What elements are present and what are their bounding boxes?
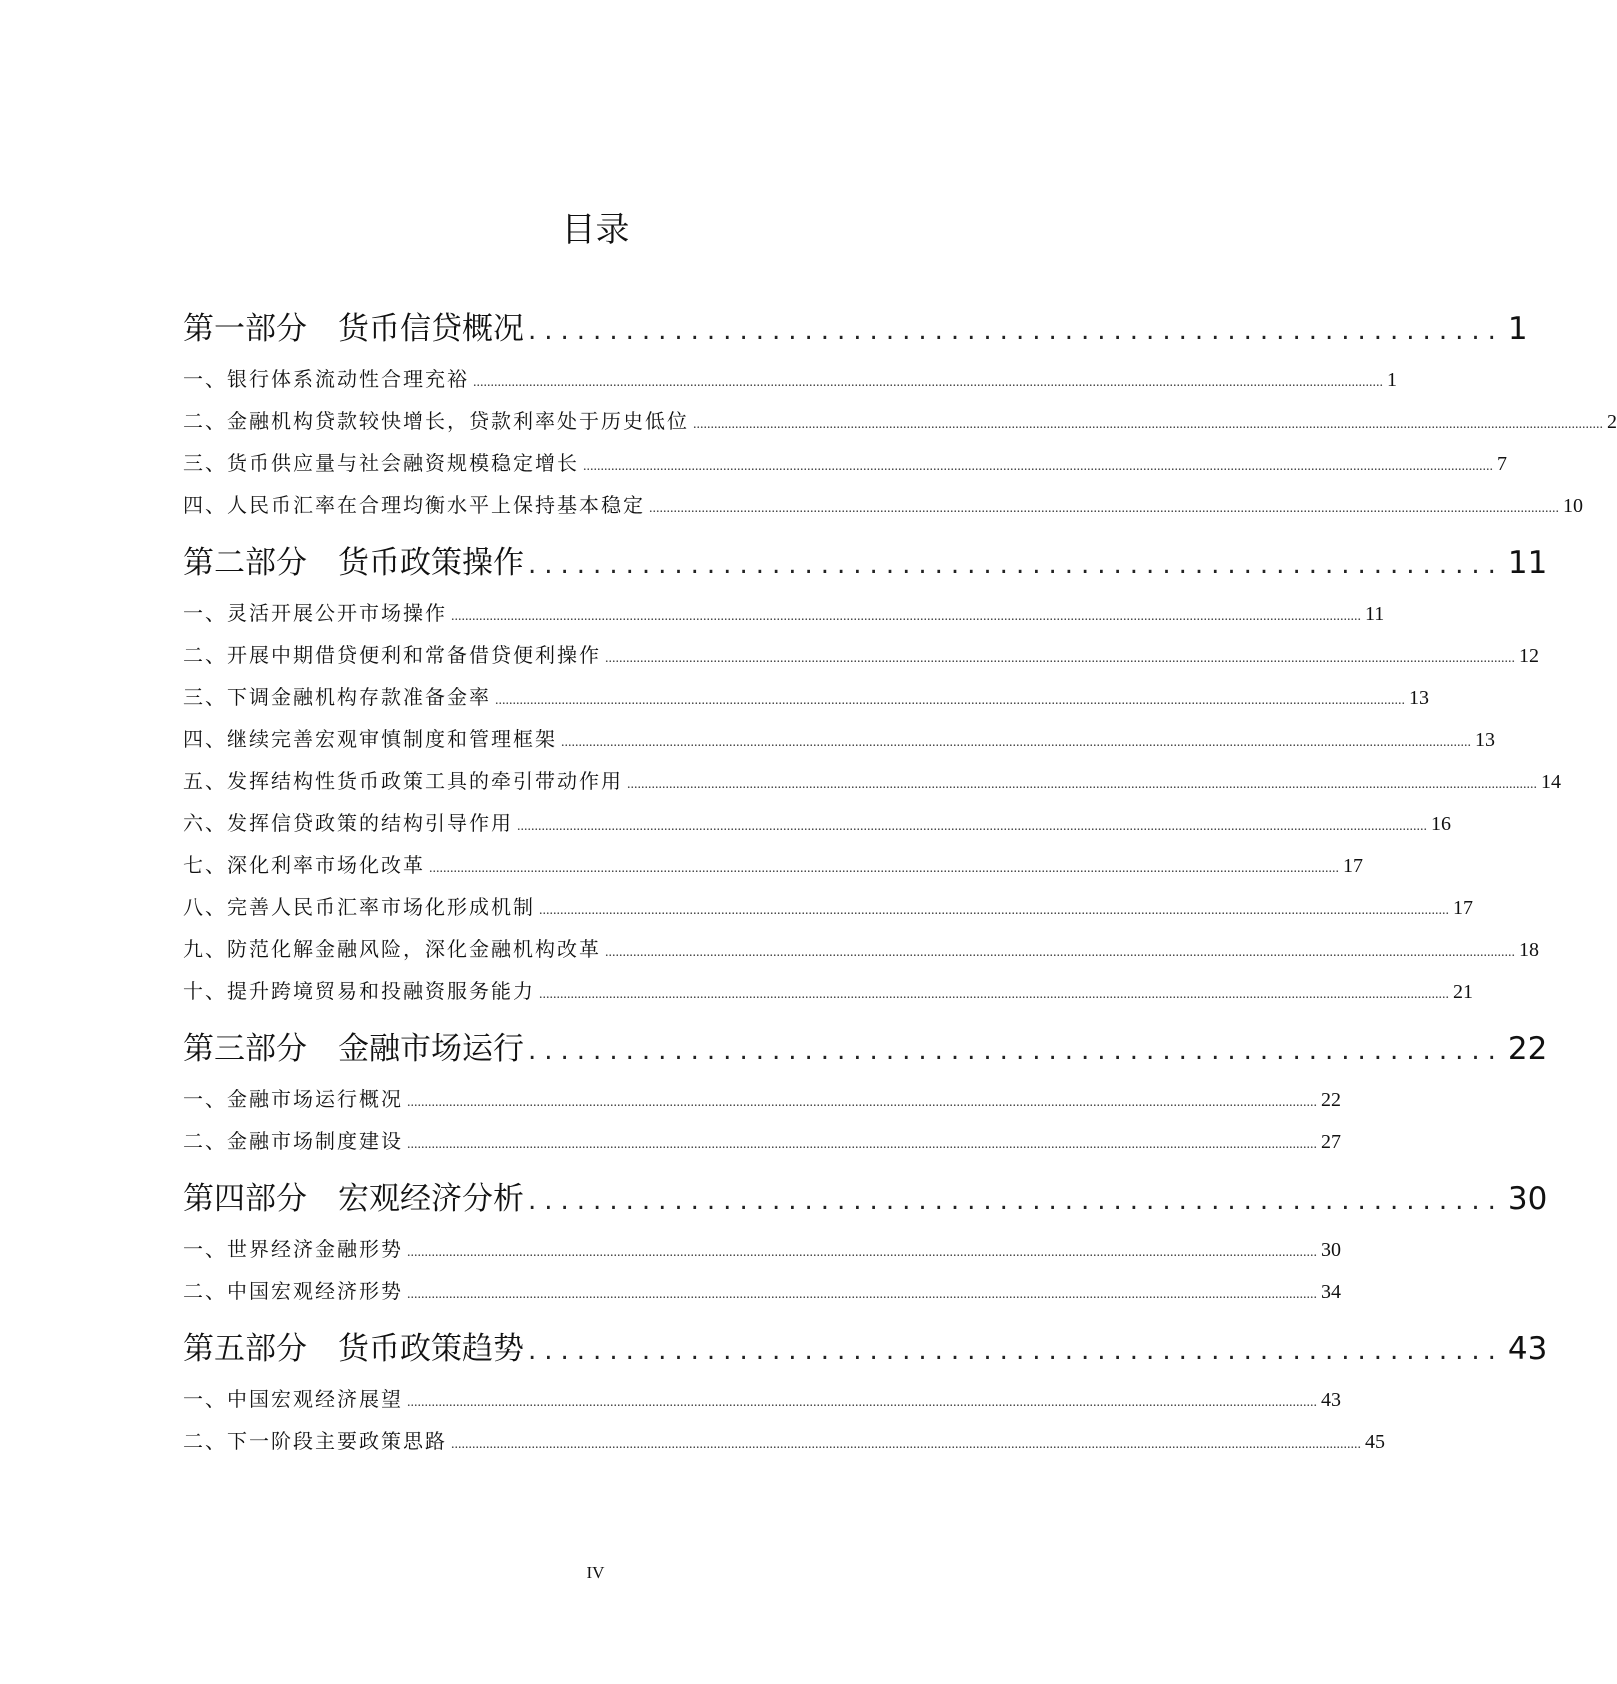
toc-part-entry[interactable] <box>183 534 1548 592</box>
toc-page-number: 21 <box>1453 981 1473 1003</box>
toc-section-title: 四、人民币汇率在合理均衡水平上保持基本稳定 <box>183 493 645 517</box>
dot-leader: .................................................................................................................................................................................................................................................................... <box>429 861 1339 876</box>
toc-section-entry[interactable] <box>183 358 1397 400</box>
toc-part-entry[interactable] <box>183 1020 1548 1078</box>
toc-section-title: 二、开展中期借贷便利和常备借贷便利操作 <box>183 643 601 667</box>
toc-section-entry[interactable] <box>183 802 1451 844</box>
dot-leader: .................................................................................................................................................................................................................................................................... <box>605 945 1515 960</box>
toc-section-entry[interactable] <box>183 1120 1341 1162</box>
dot-leader: ............................................................ <box>528 550 1504 580</box>
toc-section-title: 一、中国宏观经济展望 <box>183 1387 403 1411</box>
toc-section-title: 二、下一阶段主要政策思路 <box>183 1429 447 1453</box>
toc-page-number: 18 <box>1519 939 1539 961</box>
toc-part-entry[interactable] <box>183 300 1528 358</box>
toc-section-title: 一、世界经济金融形势 <box>183 1237 403 1261</box>
dot-leader: .................................................................................................................................................................................................................................................................... <box>451 609 1361 624</box>
dot-leader: .................................................................................................................................................................................................................................................................... <box>451 1437 1361 1452</box>
toc-section-entry[interactable] <box>183 484 1583 526</box>
toc-section-title: 五、发挥结构性货币政策工具的牵引带动作用 <box>183 769 623 793</box>
dot-leader: .................................................................................................................................................................................................................................................................... <box>407 1287 1317 1302</box>
toc-section-title: 七、深化利率市场化改革 <box>183 853 425 877</box>
toc-section-entry[interactable] <box>183 592 1385 634</box>
dot-leader: .................................................................................................................................................................................................................................................................... <box>495 693 1405 708</box>
toc-section-entry[interactable] <box>183 442 1507 484</box>
toc-page-number: 11 <box>1507 545 1548 581</box>
toc-section-entry[interactable] <box>183 844 1363 886</box>
page-number: IV <box>586 1563 605 1582</box>
toc-section-entry[interactable] <box>183 1078 1341 1120</box>
toc-page-number: 1 <box>1387 369 1397 391</box>
dot-leader: .................................................................................................................................................................................................................................................................... <box>407 1245 1317 1260</box>
dot-leader: .................................................................................................................................................................................................................................................................... <box>407 1095 1317 1110</box>
toc-page-number: 14 <box>1541 771 1561 793</box>
toc-page-number: 43 <box>1321 1389 1341 1411</box>
toc-section-entry[interactable] <box>183 886 1473 928</box>
dot-leader: ............................................................ <box>528 1036 1504 1066</box>
toc-section-entry[interactable] <box>183 718 1495 760</box>
toc-section-entry[interactable] <box>183 1270 1341 1312</box>
toc-page-number: 30 <box>1507 1181 1548 1217</box>
toc-page-number: 7 <box>1497 453 1507 475</box>
toc-section-title: 二、金融市场制度建设 <box>183 1129 403 1153</box>
toc-section-title: 二、金融机构贷款较快增长，贷款利率处于历史低位 <box>183 409 689 433</box>
toc-page-number: 45 <box>1365 1431 1385 1453</box>
toc-section-entry[interactable] <box>183 400 1617 442</box>
dot-leader: .................................................................................................................................................................................................................................................................... <box>407 1395 1317 1410</box>
toc-section-title: 四、继续完善宏观审慎制度和管理框架 <box>183 727 557 751</box>
toc-section-entry[interactable] <box>183 1228 1341 1270</box>
toc-section-title: 二、中国宏观经济形势 <box>183 1279 403 1303</box>
dot-leader: ............................................................ <box>528 1336 1504 1366</box>
toc-section-title: 一、灵活开展公开市场操作 <box>183 601 447 625</box>
table-of-contents <box>183 300 1617 1462</box>
toc-page-number: 22 <box>1507 1031 1548 1067</box>
toc-section-entry[interactable] <box>183 1420 1385 1462</box>
dot-leader: .................................................................................................................................................................................................................................................................... <box>539 987 1449 1002</box>
dot-leader: .................................................................................................................................................................................................................................................................... <box>605 651 1515 666</box>
toc-section-entry[interactable] <box>183 1378 1341 1420</box>
toc-page-number: 17 <box>1343 855 1363 877</box>
toc-page-number: 22 <box>1321 1089 1341 1111</box>
toc-page-number: 10 <box>1563 495 1583 517</box>
dot-leader: .................................................................................................................................................................................................................................................................... <box>627 777 1537 792</box>
toc-part-entry[interactable] <box>183 1170 1548 1228</box>
toc-part-title: 第一部分 货币信贷概况 <box>183 311 524 347</box>
toc-section-title: 十、提升跨境贸易和投融资服务能力 <box>183 979 535 1003</box>
toc-part-title: 第五部分 货币政策趋势 <box>183 1331 524 1367</box>
dot-leader: .................................................................................................................................................................................................................................................................... <box>561 735 1471 750</box>
toc-page-number: 34 <box>1321 1281 1341 1303</box>
toc-part-title: 第二部分 货币政策操作 <box>183 545 524 581</box>
toc-page-number: 16 <box>1431 813 1451 835</box>
dot-leader: .................................................................................................................................................................................................................................................................... <box>693 417 1603 432</box>
dot-leader: .................................................................................................................................................................................................................................................................... <box>517 819 1427 834</box>
toc-section-entry[interactable] <box>183 970 1473 1012</box>
toc-section-title: 六、发挥信贷政策的结构引导作用 <box>183 811 513 835</box>
toc-page-number: 30 <box>1321 1239 1341 1261</box>
toc-page-number: 43 <box>1507 1331 1548 1367</box>
toc-page-number: 17 <box>1453 897 1473 919</box>
toc-page-number: 13 <box>1409 687 1429 709</box>
toc-section-title: 一、金融市场运行概况 <box>183 1087 403 1111</box>
dot-leader: .................................................................................................................................................................................................................................................................... <box>583 459 1493 474</box>
dot-leader: .................................................................................................................................................................................................................................................................... <box>407 1137 1317 1152</box>
toc-page-number: 2 <box>1607 411 1617 433</box>
toc-page-number: 1 <box>1507 311 1528 347</box>
toc-page-number: 11 <box>1365 603 1385 625</box>
toc-part-title: 第四部分 宏观经济分析 <box>183 1181 524 1217</box>
toc-section-title: 九、防范化解金融风险，深化金融机构改革 <box>183 937 601 961</box>
toc-section-entry[interactable] <box>183 634 1539 676</box>
dot-leader: .................................................................................................................................................................................................................................................................... <box>473 375 1383 390</box>
page-title: 目录 <box>561 210 630 250</box>
toc-part-title: 第三部分 金融市场运行 <box>183 1031 524 1067</box>
toc-page-number: 13 <box>1475 729 1495 751</box>
toc-section-entry[interactable] <box>183 928 1539 970</box>
dot-leader: .................................................................................................................................................................................................................................................................... <box>649 501 1559 516</box>
dot-leader: ............................................................ <box>528 1186 1504 1216</box>
toc-page-number: 12 <box>1519 645 1539 667</box>
dot-leader: ............................................................ <box>528 316 1504 346</box>
toc-section-title: 八、完善人民币汇率市场化形成机制 <box>183 895 535 919</box>
toc-section-title: 三、下调金融机构存款准备金率 <box>183 685 491 709</box>
toc-part-entry[interactable] <box>183 1320 1548 1378</box>
toc-section-entry[interactable] <box>183 760 1561 802</box>
toc-section-entry[interactable] <box>183 676 1429 718</box>
dot-leader: .................................................................................................................................................................................................................................................................... <box>539 903 1449 918</box>
toc-section-title: 三、货币供应量与社会融资规模稳定增长 <box>183 451 579 475</box>
toc-page-number: 27 <box>1321 1131 1341 1153</box>
toc-section-title: 一、银行体系流动性合理充裕 <box>183 367 469 391</box>
